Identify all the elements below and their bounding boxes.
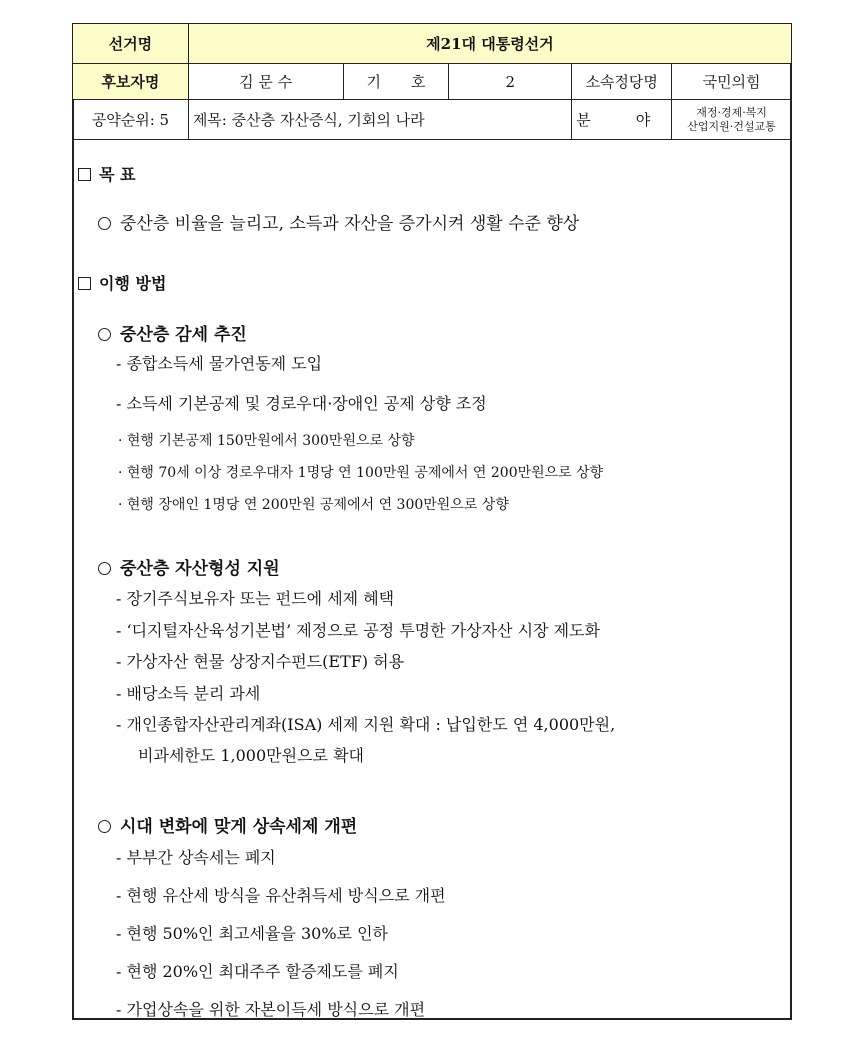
section-3-title: 시대 변화에 맞게 상속세제 개편 xyxy=(120,817,358,837)
list-item: · 현행 70세 이상 경로우대자 1명당 연 100만원 공제에서 연 200만원으로 상향 xyxy=(118,465,604,481)
party-label: 소속정당명 xyxy=(572,64,672,100)
candidate-label: 후보자명 xyxy=(73,64,189,100)
symbol-value: 2 xyxy=(449,64,572,100)
list-item: - 소득세 기본공제 및 경로우대·장애인 공제 상향 조정 xyxy=(116,394,487,413)
field-value xyxy=(672,100,792,140)
circle-bullet-icon xyxy=(98,820,111,833)
symbol-label: 기 호 xyxy=(343,64,449,100)
list-item: - ‘디지털자산육성기본법’ 제정으로 공정 투명한 가상자산 시장 제도화 xyxy=(116,621,600,640)
list-item: - 가업상속을 위한 자본이득세 방식으로 개편 xyxy=(116,1000,426,1019)
list-item: - 가상자산 현물 상장지수펀드(ETF) 허용 xyxy=(116,652,405,671)
list-item: - 장기주식보유자 또는 펀드에 세제 혜택 xyxy=(116,589,395,608)
election-value: 제21대 대통령선거 xyxy=(188,24,791,64)
goal-row xyxy=(98,209,579,234)
list-item: - 현행 20%인 최대주주 할증제도를 폐지 xyxy=(116,962,399,981)
field-label: 분 야 xyxy=(572,100,672,140)
pledge-order: 공약순위: 5 xyxy=(73,100,189,140)
section-2-title: 중산층 자산형성 지원 xyxy=(120,559,280,579)
section-1-title: 중산층 감세 추진 xyxy=(120,325,247,345)
list-item: - 개인종합자산관리계좌(ISA) 세제 지원 확대 : 납입한도 연 4,000만원, xyxy=(116,715,616,734)
list-item: - 배당소득 분리 과세 xyxy=(116,684,261,703)
election-label: 선거명 xyxy=(73,24,189,64)
method-heading: 이행 방법 xyxy=(99,274,167,293)
circle-bullet-icon xyxy=(98,328,111,341)
list-item: - 종합소득세 물가연동제 도입 xyxy=(116,354,323,373)
document-frame xyxy=(72,23,792,1020)
list-item: - 현행 50%인 최고세율을 30%로 인하 xyxy=(116,924,388,943)
pledge-title: 제목: 중산층 자산증식, 기회의 나라 xyxy=(188,100,571,140)
list-item: · 현행 기본공제 150만원에서 300만원으로 상향 xyxy=(118,433,415,449)
method-heading-row xyxy=(78,271,166,294)
section-1-title-row xyxy=(98,320,247,345)
list-item: - 현행 유산세 방식을 유산취득세 방식으로 개편 xyxy=(116,886,446,905)
goal-text: 중산층 비율을 늘리고, 소득과 자산을 증가시켜 생활 수준 향상 xyxy=(120,214,580,234)
section-3-title-row xyxy=(98,812,357,837)
field-value-line-2: 산업지원·건설교통 xyxy=(687,119,776,133)
list-item: - 부부간 상속세는 폐지 xyxy=(116,848,276,867)
section-2-title-row xyxy=(98,554,280,579)
goal-heading-row xyxy=(78,162,135,185)
pledge-header-table xyxy=(72,23,792,140)
list-item-continuation: 비과세한도 1,000만원으로 확대 xyxy=(138,746,364,765)
list-item: · 현행 장애인 1명당 연 200만원 공제에서 연 300만원으로 상향 xyxy=(118,497,509,513)
circle-bullet-icon xyxy=(98,562,111,575)
field-value-line-1: 재정·경제·복지 xyxy=(696,105,767,119)
circle-bullet-icon xyxy=(98,217,111,230)
party-value: 국민의힘 xyxy=(672,64,792,100)
checkbox-square-icon xyxy=(78,277,91,290)
checkbox-square-icon xyxy=(78,168,91,181)
goal-heading: 목 표 xyxy=(99,165,136,184)
candidate-value: 김 문 수 xyxy=(188,64,343,100)
